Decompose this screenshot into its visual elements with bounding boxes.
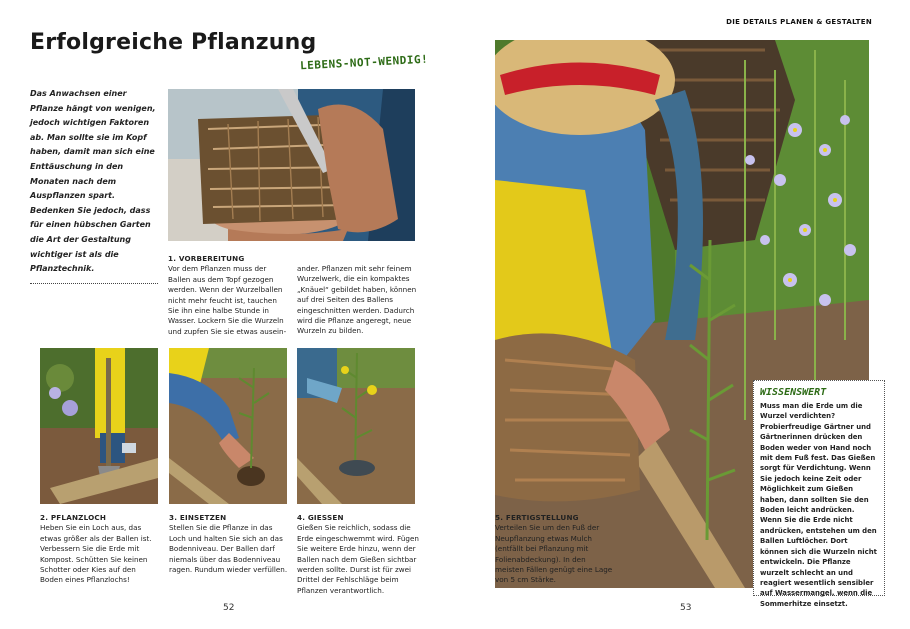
step-5-heading: 5. FERTIGSTELLUNG — [495, 513, 579, 522]
page-number-left: 52 — [223, 603, 235, 613]
photo-watering — [297, 348, 415, 504]
step-5-text — [495, 513, 615, 586]
step-2-body: Heben Sie ein Loch aus, das etwas größer als der Ballen ist. Verbessern Sie die Erde mit Kompost. Schütten Sie keinen Schotter oder Kies auf den Boden eines Pflanzlochs! — [40, 523, 152, 585]
photo-root-ball — [168, 89, 415, 241]
intro-text: Das Anwachsen einer Pflanze hängt von wenigen, jedoch wichtigen Faktoren ab. Man sollte sie im Kopf haben, damit man sich eine Enttäuschung in den Monaten nach dem Auspflanzen spart. Bedenken Sie jedoch, dass für einen hübschen Garten die Art der Gestaltung wichtiger ist als die Pflanztechnik. — [30, 87, 158, 284]
info-box — [753, 380, 885, 608]
info-box-text: Muss man die Erde um die Wurzel verdichten? Probierfreudige Gärtner und Gärtnerinnen drücken den Boden weder von Hand noch mit dem Fuß fest. Das Gießen sorgt für Verdichtung. Wenn Sie jedoch keine Zeit oder Möglichkeit zum Gießen haben, dann sollten Sie den Boden leicht andrücken. Wenn Sie die Erde nicht andrücken, entstehen um den Ballen Luftlöcher. Dort können sich die Wurzeln nicht entwickeln. Die Pflanze wurzelt schlecht an und reagiert wesentlich sensibler auf Wassermangel, wenn die Sommerhitze einsetzt. — [760, 402, 877, 608]
step-2-heading: 2. PFLANZLOCH — [40, 513, 107, 522]
step-1-text — [168, 254, 290, 337]
stamp-label: LEBENS-NOT-WENDIG! — [299, 52, 429, 73]
page-title: Erfolgreiche Pflanzung — [30, 30, 317, 55]
step-4-body: Gießen Sie reichlich, sodass die Erde eingeschwemmt wird. Fügen Sie weitere Erde hinzu, wenn der Ballen nach dem Gießen sichtbar werden sollte. Durst ist für zwei Drittel der Fehlschläge beim Pflanzen verantwortlich. — [297, 523, 419, 595]
step-4-heading: 4. GIESSEN — [297, 513, 344, 522]
photo-inserting-plant — [169, 348, 287, 504]
section-header: DIE DETAILS PLANEN & GESTALTEN — [726, 18, 872, 26]
step-3-text — [169, 513, 291, 575]
step-1-text-continued: ander. Pflanzen mit sehr feinem Wurzelwerk, die ein kompaktes „Knäuel“ gebildet haben, können auf drei Seiten des Ballens eingeschnitten werden. Dadurch wird die Pflanze angeregt, neue Wurzeln zu bilden. — [297, 264, 417, 336]
step-1-body-a: Vor dem Pflanzen muss der Ballen aus dem Topf gezogen werden. Wenn der Wurzelballen nicht mehr feucht ist, tauchen Sie ihn eine halbe Stunde in Wasser. Lockern Sie die Wurzeln und zupfen Sie sie etwas ausein- — [168, 264, 287, 336]
step-3-heading: 3. EINSETZEN — [169, 513, 227, 522]
step-3-body: Stellen Sie die Pflanze in das Loch und halten Sie sich an das Bodenniveau. Der Ballen darf niemals über das Bodenniveau ragen. Rundum wieder verfüllen. — [169, 523, 288, 575]
page-number-right: 53 — [680, 603, 692, 613]
step-4-text — [297, 513, 419, 596]
photo-planting-hole — [40, 348, 158, 504]
info-box-heading: WISSENSWERT — [760, 387, 827, 398]
step-5-body: Verteilen Sie um den Fuß der Neupflanzung etwas Mulch (entfällt bei Pflanzung mit Folienabdeckung). In den meisten Fällen genügt eine Lage von 5 cm Stärke. — [495, 523, 613, 585]
step-2-text — [40, 513, 160, 586]
step-1-heading: 1. VORBEREITUNG — [168, 254, 245, 263]
